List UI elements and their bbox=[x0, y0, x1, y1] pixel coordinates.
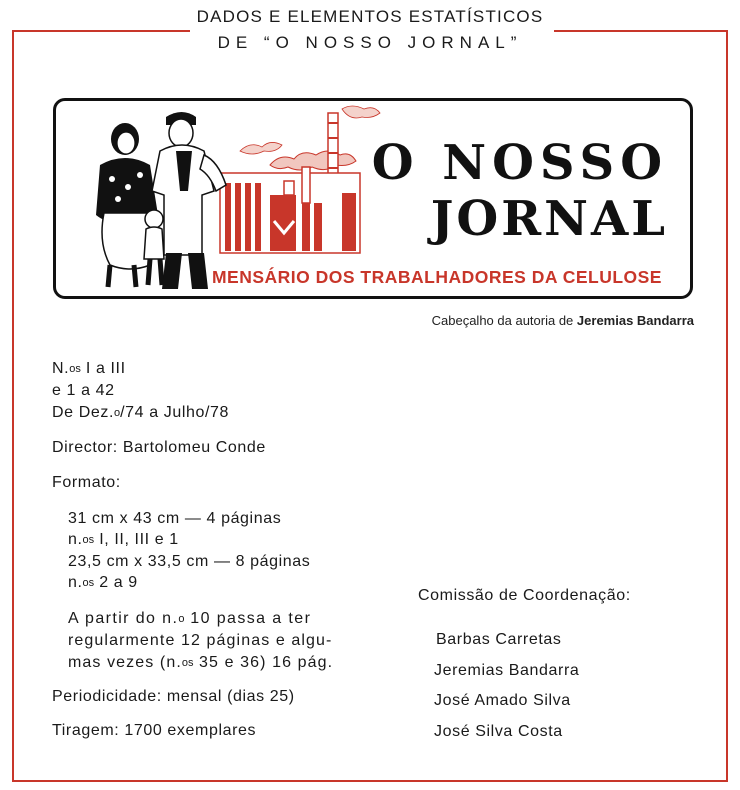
formato-size2-issues: n.os 2 a 9 bbox=[68, 574, 138, 591]
periodicidade-line: Periodicidade: mensal (dias 25) bbox=[52, 688, 295, 705]
masthead-subtitle: MENSÁRIO DOS TRABALHADORES DA CELULOSE bbox=[211, 267, 662, 287]
masthead-title-line2: JORNAL bbox=[430, 191, 668, 247]
formato-size2: 23,5 cm x 33,5 cm — 8 páginas bbox=[68, 553, 311, 570]
comissao-member: José Amado Silva bbox=[434, 692, 571, 709]
masthead-caption bbox=[432, 313, 694, 328]
formato-note-line2: regularmente 12 páginas e algu- bbox=[68, 632, 333, 649]
issues-line1: N.os I a III bbox=[52, 360, 126, 377]
comissao-member: José Silva Costa bbox=[434, 723, 563, 740]
issues-line2: e 1 a 42 bbox=[52, 382, 115, 399]
comissao-heading: Comissão de Coordenação: bbox=[418, 587, 631, 604]
caption-text: Cabeçalho da autoria de bbox=[431, 313, 574, 328]
masthead-title-line1: O NOSSO bbox=[371, 135, 668, 191]
newspaper-masthead bbox=[53, 98, 693, 299]
caption-author: Jeremias Bandarra bbox=[576, 313, 694, 328]
comissao-member: Jeremias Bandarra bbox=[434, 662, 580, 679]
formato-heading: Formato: bbox=[52, 474, 121, 491]
formato-size1-issues: n.os I, II, III e 1 bbox=[68, 531, 179, 548]
director-line: Director: Bartolomeu Conde bbox=[52, 439, 266, 456]
frame-border-right bbox=[726, 30, 728, 782]
issues-date-range: De Dez.o/74 a Julho/78 bbox=[52, 404, 230, 421]
tiragem-line: Tiragem: 1700 exemplares bbox=[52, 722, 257, 739]
frame-border-bottom bbox=[12, 780, 728, 782]
document-title-line1: DADOS E ELEMENTOS ESTATÍSTICOS bbox=[196, 7, 544, 26]
formato-note-line1: A partir do n.o 10 passa a ter bbox=[68, 610, 312, 627]
formato-note-line3: mas vezes (n.os 35 e 36) 16 pág. bbox=[68, 654, 334, 671]
frame-border-top-right bbox=[554, 30, 728, 32]
formato-size1: 31 cm x 43 cm — 4 páginas bbox=[68, 510, 282, 527]
comissao-member: Barbas Carretas bbox=[436, 631, 562, 648]
document-title-line2: DE “O NOSSO JORNAL” bbox=[217, 33, 523, 52]
frame-border-left bbox=[12, 30, 14, 782]
frame-border-top-left bbox=[12, 30, 190, 32]
